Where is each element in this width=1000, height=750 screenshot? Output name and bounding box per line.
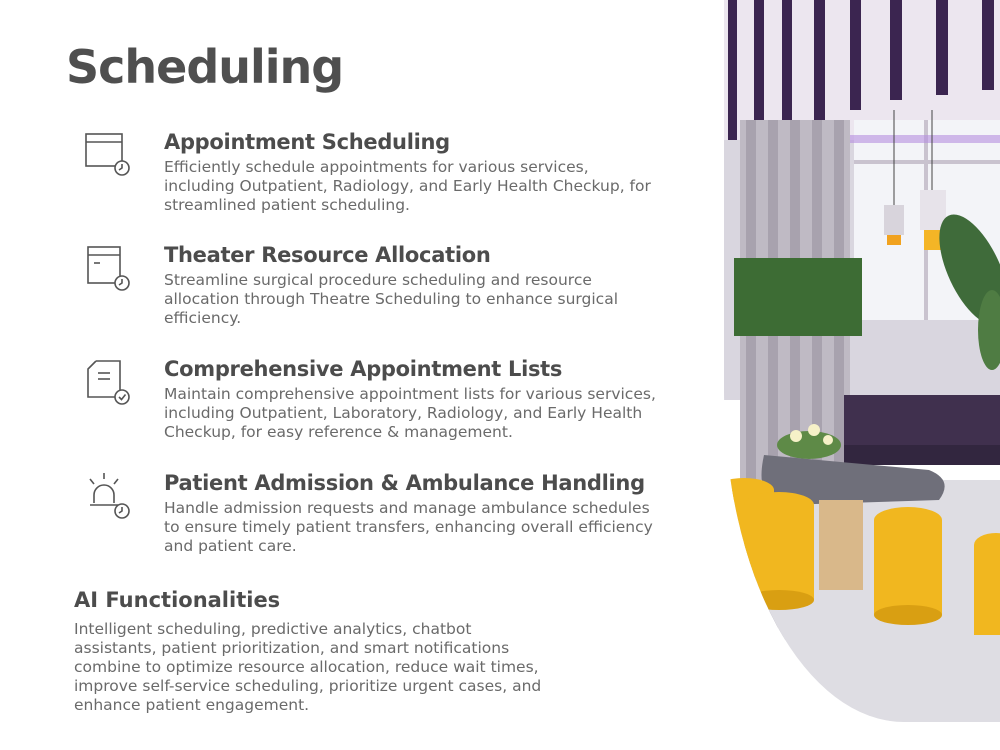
list-check-icon: [84, 357, 136, 409]
lounge-illustration: [724, 0, 1000, 722]
feature-title: Comprehensive Appointment Lists: [164, 357, 563, 381]
ai-functionalities-section: [74, 588, 574, 715]
feature-description: Streamline surgical procedure scheduling and resource allocation through Theatre Scheduling to enhance surgical efficiency.: [164, 271, 618, 327]
feature-description: Handle admission requests and manage ambulance schedules to ensure timely patient transfers, enhancing overall efficiency and patient care.: [164, 499, 653, 555]
section-description: Intelligent scheduling, predictive analytics, chatbot assistants, patient prioritization, and smart notifications combine to optimize resource allocation, reduce wait times, improve self-service scheduling, prioritize urgent cases, and enhance patient engagement.: [74, 620, 542, 714]
lounge-photo: [724, 0, 1000, 722]
feature-title: Appointment Scheduling: [164, 130, 450, 154]
feature-title: Theater Resource Allocation: [164, 243, 491, 267]
calendar-clock-icon: [84, 130, 136, 182]
section-title: AI Functionalities: [74, 588, 281, 612]
feature-description: Maintain comprehensive appointment lists for various services, including Outpatient, Laboratory, Radiology, and Early Health Checkup, for easy reference & management.: [164, 385, 656, 441]
page-title: Scheduling: [66, 40, 344, 94]
siren-clock-icon: [84, 471, 136, 523]
feature-title: Patient Admission & Ambulance Handling: [164, 471, 645, 495]
resource-clock-icon: [84, 243, 136, 295]
feature-description: Efficiently schedule appointments for various services, including Outpatient, Radiology, and Early Health Checkup, for streamlined patient scheduling.: [164, 158, 651, 214]
